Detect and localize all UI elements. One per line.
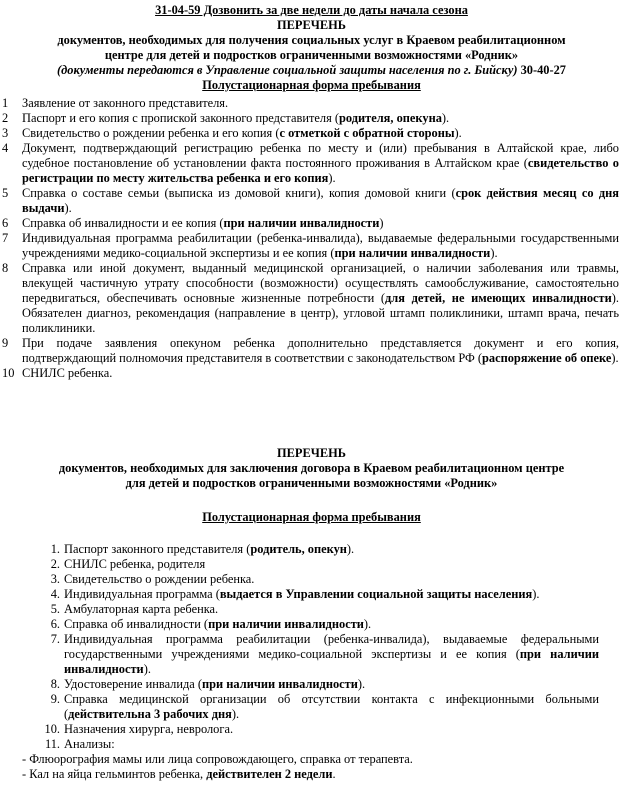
list-item — [0, 737, 623, 752]
bold-text: срок действия месяц со дня выдачи — [22, 186, 619, 215]
list-item — [0, 617, 623, 632]
item-text: - Флюорография мамы или лица сопровождающего, справка от терапевта. — [22, 752, 413, 766]
documents-list-1-container — [0, 96, 623, 381]
item-text: Справка или иной документ, выданный медицинской организацией, о наличии заболевания или травмы, влекущей частичную утрату способности (возможности) осуществлять самообслуживание, самостоятельно передвигаться, обеспечивать основные жизненные потребности ( — [22, 261, 619, 305]
doc-subtitle-2: центре для детей и подростков ограниченными возможностями «Родник» — [104, 48, 519, 62]
item-number: 8. — [50, 677, 60, 691]
item-text: ). — [532, 587, 540, 601]
item-number: 9 — [2, 336, 9, 350]
item-number: 1 — [2, 96, 9, 110]
item-text: ). — [346, 542, 355, 556]
item-text: Документ, подтверждающий регистрацию ребенка по месту и (или) пребывания в Алтайской крае, либо судебное постановление об установлении факта постоянного проживания в Алтайском крае ( — [22, 141, 619, 170]
item-text: ). — [143, 662, 151, 676]
item-text: Назначения хирурга, невролога. — [64, 722, 234, 736]
item-number: 2 — [2, 111, 9, 125]
item-text: СНИЛС ребенка. — [22, 366, 113, 380]
list-item — [0, 602, 623, 617]
item-text: Паспорт и его копия с пропиской законного представителя ( — [22, 111, 339, 125]
item-number: 6 — [2, 216, 9, 230]
doc-subtitle-1: документов, необходимых для получения социальных услуг в Краевом реабилитационном — [57, 33, 566, 47]
bold-text: родителя, опекуна — [339, 111, 442, 125]
item-number: 2. — [50, 557, 60, 571]
list-item — [0, 542, 623, 557]
list-item — [0, 632, 623, 677]
documents-list-2 — [0, 542, 623, 752]
item-text: ). — [64, 201, 72, 215]
item-text: ). — [454, 126, 462, 140]
analysis-item — [0, 752, 623, 767]
item-number: 8 — [2, 261, 9, 275]
list-item — [0, 216, 623, 231]
bold-text: при наличии инвалидности — [64, 647, 599, 676]
item-text: Справка о составе семьи (выписка из домовой книги), копия домовой книги ( — [22, 186, 456, 200]
item-text: Удостоверение инвалида ( — [64, 677, 203, 691]
bold-text: выдается в Управлении социальной защиты населения — [219, 587, 533, 601]
analysis-item — [0, 767, 623, 782]
call-note: 31-04-59 Дозвонить за две недели до даты начала сезона — [155, 3, 468, 17]
item-text: Свидетельство о рождении ребенка и его копия ( — [22, 126, 280, 140]
section-2-form-heading: Полустационарная форма пребывания — [202, 510, 421, 524]
section-2-header — [0, 446, 623, 525]
bold-text: при наличии инвалидности — [202, 677, 358, 691]
list-item — [0, 231, 623, 261]
list-item — [0, 722, 623, 737]
bold-text: действителен 2 недели — [206, 767, 333, 781]
doc-note — [0, 63, 623, 78]
form-heading: Полустационарная форма пребывания — [202, 78, 421, 92]
item-number: 7. — [50, 632, 60, 646]
item-text: Паспорт законного представителя ( — [64, 542, 251, 556]
note-italic: (документы передаются в Управление социальной защиты населения по г. Бийску) — [57, 63, 518, 77]
item-text: ). — [441, 111, 450, 125]
item-text: При подаче заявления опекуном ребенка дополнительно представляется документ и его копия, подтверждающий полномочия представителя в соответствии с законодательством РФ ( — [22, 336, 619, 365]
bold-text: распоряжение об опеке — [482, 351, 612, 365]
item-text: Справка об инвалидности ( — [64, 617, 209, 631]
item-text: - Кал на яйца гельминтов ребенка, — [22, 767, 207, 781]
list-item — [0, 261, 623, 336]
list-item — [0, 186, 623, 216]
item-text: . — [332, 767, 336, 781]
list-item — [0, 141, 623, 186]
item-number: 10 — [2, 366, 15, 380]
item-text: Свидетельство о рождении ребенка. — [64, 572, 255, 586]
item-number: 3. — [50, 572, 60, 586]
item-text: Амбулаторная карта ребенка. — [64, 602, 219, 616]
item-number: 5. — [50, 602, 60, 616]
doc-title: ПЕРЕЧЕНЬ — [277, 18, 346, 32]
list-item — [0, 126, 623, 141]
item-text: СНИЛС ребенка, родителя — [64, 557, 206, 571]
section-2-subtitle-2: для детей и подростков ограниченными возможностями «Родник» — [125, 476, 498, 490]
item-number: 4 — [2, 141, 9, 155]
documents-list-1 — [0, 96, 623, 381]
item-text: Справка об инвалидности и ее копия ( — [22, 216, 224, 230]
item-number: 7 — [2, 231, 9, 245]
documents-list-2-container — [0, 542, 623, 782]
item-text: Анализы: — [64, 737, 115, 751]
item-number: 10. — [44, 722, 60, 736]
list-item — [0, 96, 623, 111]
bold-text: для детей, не имеющих инвалидности — [385, 291, 612, 305]
list-item — [0, 111, 623, 126]
item-number: 3 — [2, 126, 9, 140]
list-item — [0, 336, 623, 366]
item-text: ). — [490, 246, 498, 260]
item-number: 9. — [50, 692, 60, 706]
section-2-title: ПЕРЕЧЕНЬ — [277, 446, 346, 460]
item-text: Справка медицинской организации об отсутствии контакта с инфекционными больными ( — [64, 692, 599, 721]
item-text: ). — [363, 617, 372, 631]
list-item — [0, 587, 623, 602]
bold-text: при наличии инвалидности — [334, 246, 491, 260]
list-item — [0, 677, 623, 692]
item-text: ). — [357, 677, 366, 691]
list-item — [0, 366, 623, 381]
list-item — [0, 557, 623, 572]
bold-text: с отметкой с обратной стороны — [279, 126, 455, 140]
list-item — [0, 572, 623, 587]
bold-text: свидетельство о регистрации по месту жительства ребенка и его копия — [22, 156, 619, 185]
item-text: ). — [231, 707, 240, 721]
header — [0, 3, 623, 93]
item-text: Индивидуальная программа ( — [64, 587, 220, 601]
item-text: Индивидуальная программа реабилитации (ребенка-инвалида), выдаваемые федеральными государственными учреждениями медико-социальной экспертизы и ее копия ( — [64, 632, 599, 661]
note-phone: 30-40-27 — [517, 63, 566, 77]
item-number: 6. — [50, 617, 60, 631]
item-number: 4. — [50, 587, 60, 601]
item-number: 1. — [50, 542, 60, 556]
item-text: ). — [611, 351, 619, 365]
item-number: 11. — [44, 737, 60, 751]
item-text: Заявление от законного представителя. — [22, 96, 229, 110]
item-text: Индивидуальная программа реабилитации (ребенка-инвалида), выдаваемые федеральными государственными учреждениями медико-социальной экспертизы и ее копия ( — [22, 231, 619, 260]
item-text: ) — [379, 216, 384, 230]
item-text: ). — [328, 171, 336, 185]
bold-text: при наличии инвалидности — [223, 216, 380, 230]
bold-text: родитель, опекун — [250, 542, 347, 556]
list-item — [0, 692, 623, 722]
section-2-subtitle-1: документов, необходимых для заключения договора в Краевом реабилитационном центре — [58, 461, 565, 475]
item-text: ). Обязателен диагноз, рекомендация (направление в центр), угловой штамп поликлиники, штамп врача, печать поликлиники. — [22, 291, 620, 335]
item-number: 5 — [2, 186, 9, 200]
analysis-list — [0, 752, 623, 782]
bold-text: при наличии инвалидности — [208, 617, 364, 631]
bold-text: действительна 3 рабочих дня — [68, 707, 232, 721]
